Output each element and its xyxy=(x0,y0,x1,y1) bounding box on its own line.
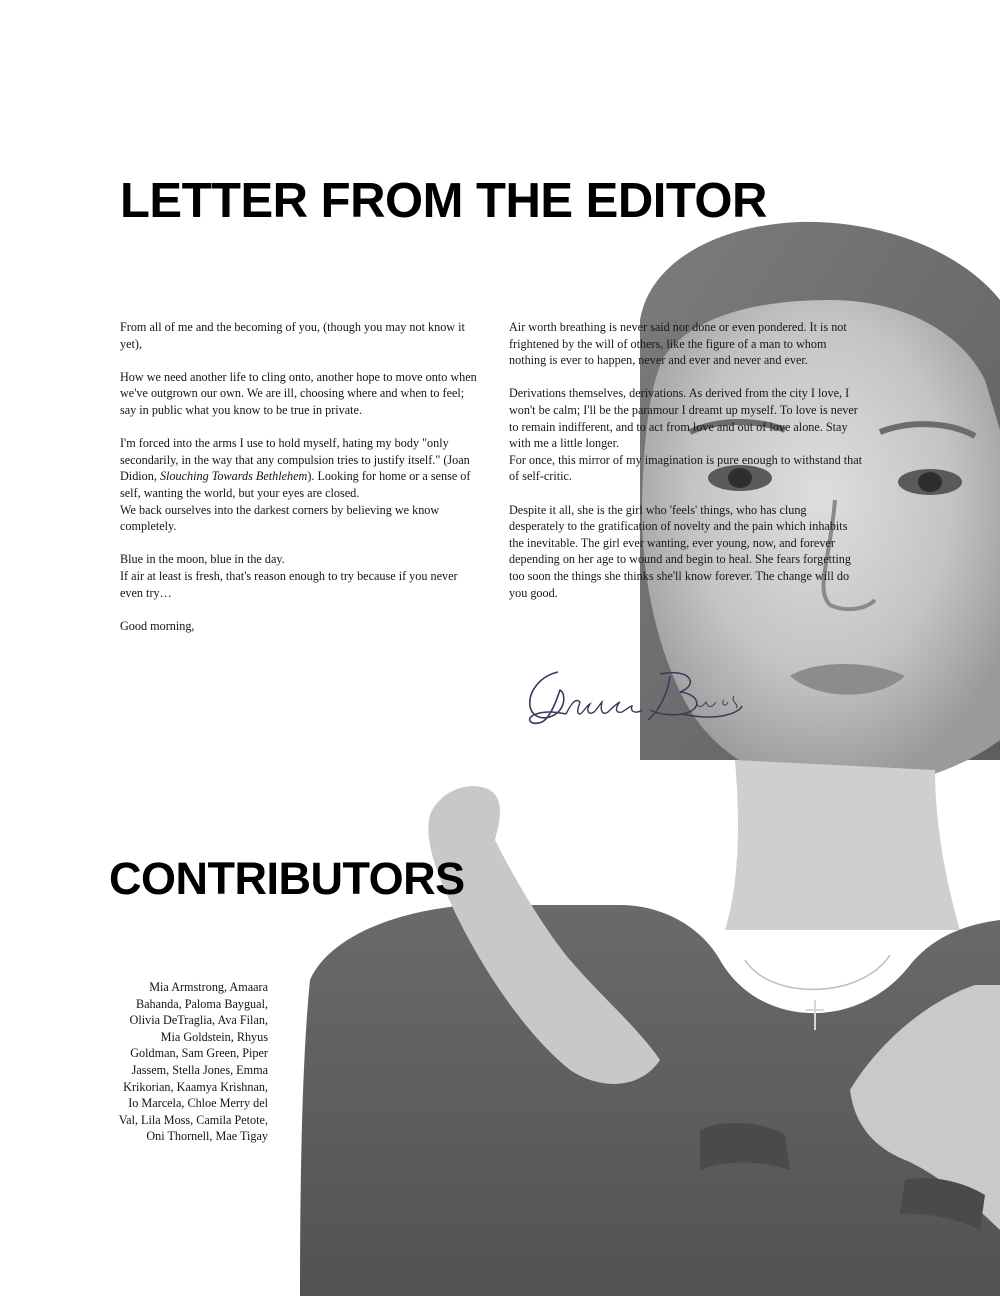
letter-paragraph: For once, this mirror of my imagination is pure enough to withstand that of self-critic. xyxy=(509,452,863,484)
book-title: Slouching Towards Bethlehem xyxy=(159,469,308,484)
letter-from-editor-title: LETTER FROM THE EDITOR xyxy=(120,174,767,228)
contributors-list: Mia Armstrong, Amaara Bahanda, Paloma Baygual, Olivia DeTraglia, Ava Filan, Mia Goldstein, Rhyus Goldman, Sam Green, Piper Jassem, Stella Jones, Emma Krikorian, Kaamya Krishnan, Io Marcela, Chloe Merry del Val, Lila Moss, Camila Petote, Oni Thornell, Mae Tigay xyxy=(118,980,268,1144)
letter-paragraph: We back ourselves into the darkest corners by believing we know completely. xyxy=(120,502,440,534)
letter-paragraph: From all of me and the becoming of you, (though you may not know it yet), xyxy=(120,320,465,351)
editor-signature xyxy=(520,662,760,732)
letter-paragraph: If air at least is fresh, that's reason enough to try because if you never even try… xyxy=(120,568,458,600)
letter-paragraph: Despite it all, she is the girl who 'feels' things, who has clung desperately to the gratification of novelty and the pain which inhabits the inevitable. The girl ever wanting, ever young, now, and forever depending on her age to wound and begin to heal. She fears forgetting too soon the things she thinks she'll know forever. The change will do you good. xyxy=(509,502,851,600)
letter-text: ). Looking for home or a sense of self, wanting the world, but your eyes are closed. xyxy=(120,469,471,500)
letter-paragraph: Blue in the moon, blue in the day. xyxy=(120,552,285,567)
letter-left-column xyxy=(120,319,478,634)
letter-paragraph: How we need another life to cling onto, another hope to move onto when we've outgrown our own. We are ill, choosing where and when to feel; say in public what you know to be true in private. xyxy=(120,369,477,417)
letter-paragraph xyxy=(120,435,478,501)
letter-right-column xyxy=(509,319,865,601)
letter-paragraph: Derivations themselves, derivations. As derived from the city I love, I won't be calm; I'll be the paramour I dreamt up myself. To love is never to remain indifferent, and to act from love and out of love alone. Stay with me a little longer. xyxy=(509,386,858,451)
contributors-title: CONTRIBUTORS xyxy=(109,853,465,904)
letter-closing: Good morning, xyxy=(120,618,195,633)
letter-paragraph: Air worth breathing is never said nor done or even pondered. It is not frightened by the will of others, like the figure of a man to whom nothing is ever to happen, never and ever and never and ever. xyxy=(509,320,847,368)
letter-text: I'm forced into the arms I use to hold myself, hating my body "only secondarily, in the way that any compulsion tries to justify itself." (Joan Didion, xyxy=(120,436,470,484)
